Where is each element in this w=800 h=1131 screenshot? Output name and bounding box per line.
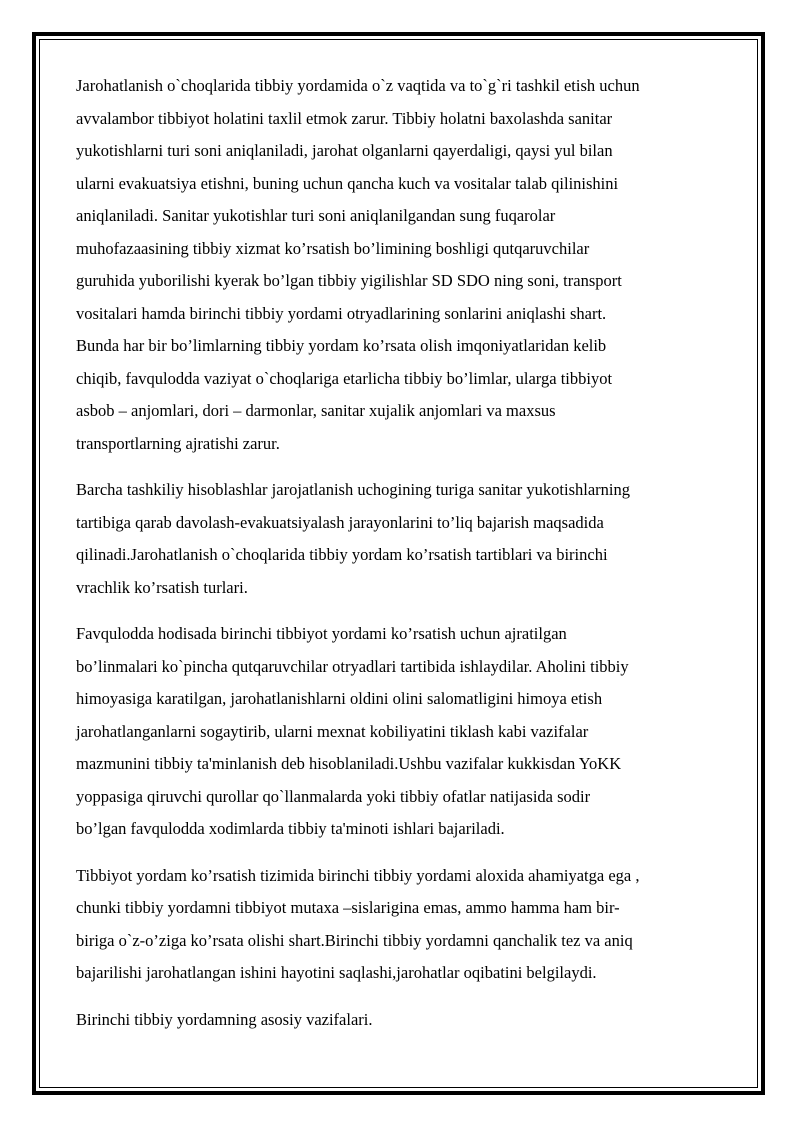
text-line: Bunda har bir bo’limlarning tibbiy yordam ko’rsata olish imqoniyatlaridan kelib [76, 336, 607, 355]
text-line: jarohatlanganlarni sogaytirib, ularni mexnat kobiliyatini tiklash kabi vazifalar [76, 721, 589, 741]
paragraph-2 [76, 474, 726, 604]
text-line: chunki tibbiy yordamni tibbiyot mutaxa –sislarigina emas, ammo hamma ham bir- [76, 898, 620, 917]
text-line: Favqulodda hodisada birinchi tibbiyot yordami ko’rsatish uchun ajratilgan [76, 624, 567, 643]
text-line: bo’linmalari ko`pincha qutqaruvchilar otryadlari tartibida ishlaydilar. Aholini tibbiy [76, 656, 629, 676]
text-line: bajarilishi jarohatlangan ishini hayotini saqlashi,jarohatlar oqibatini belgilaydi. [76, 963, 597, 982]
text-line: guruhida yuborilishi kyerak bo’lgan tibbiy yigilishlar SD SDO ning soni, transport [76, 271, 622, 290]
text-line: Barcha tashkiliy hisoblashlar jarojatlanish uchogining turiga sanitar yukotishlarning [76, 480, 631, 499]
paragraph-1 [76, 70, 726, 460]
paragraph-3 [76, 618, 726, 846]
text-line: yukotishlarni turi soni aniqlaniladi, jarohat olganlarni qayerdaligi, qaysi yul bilan [76, 141, 613, 160]
text-line: Birinchi tibbiy yordamning asosiy vazifalari. [76, 1009, 373, 1029]
text-line: tartibiga qarab davolash-evakuatsiyalash jarayonlarini to’liq bajarish maqsadida [76, 512, 604, 532]
text-line: biriga o`z-o’ziga ko’rsata olishi shart.Birinchi tibbiy yordamni qanchalik tez va aniq [76, 930, 633, 950]
text-line: bo’lgan favqulodda xodimlarda tibbiy ta'minoti ishlari bajariladi. [76, 819, 505, 838]
text-line: transportlarning ajratishi zarur. [76, 433, 280, 453]
text-line: muhofazaasining tibbiy xizmat ko’rsatish bo’limining boshligi qutqaruvchilar [76, 238, 590, 258]
text-line: asbob – anjomlari, dori – darmonlar, sanitar xujalik anjomlari va maxsus [76, 401, 556, 420]
text-line: vositalari hamda birinchi tibbiy yordami otryadlarining sonlarini aniqlashi shart. [76, 303, 607, 323]
text-line: avvalambor tibbiyot holatini taxlil etmok zarur. Tibbiy holatni baxolashda sanitar [76, 108, 613, 128]
text-line: Jarohatlanish o`choqlarida tibbiy yordamida o`z vaqtida va to`g`ri tashkil etish uchun [76, 76, 640, 95]
text-line: chiqib, favqulodda vaziyat o`choqlariga etarlicha tibbiy bo’limlar, ularga tibbiyot [76, 368, 613, 388]
text-line: Tibbiyot yordam ko’rsatish tizimida birinchi tibbiy yordami aloxida ahamiyatga ega , [76, 865, 640, 885]
text-line: aniqlaniladi. Sanitar yukotishlar turi soni aniqlanilgandan sung fuqarolar [76, 206, 556, 225]
text-line: yoppasiga qiruvchi qurollar qo`llanmalarda yoki tibbiy ofatlar natijasida sodir [76, 786, 591, 806]
text-line: himoyasiga karatilgan, jarohatlanishlarni oldini olini salomatligini himoya etish [76, 689, 603, 708]
text-line: qilinadi.Jarohatlanish o`choqlarida tibbiy yordam ko’rsatish tartiblari va birinchi [76, 545, 608, 564]
paragraph-5 [76, 1004, 726, 1037]
text-line: vrachlik ko’rsatish turlari. [76, 577, 248, 597]
text-line: mazmunini tibbiy ta'minlanish deb hisoblaniladi.Ushbu vazifalar kukkisdan YoKK [76, 754, 622, 773]
text-line: ularni evakuatsiya etishni, buning uchun qancha kuch va vositalar talab qilinishini [76, 173, 619, 193]
document-body [76, 70, 726, 1050]
paragraph-4 [76, 860, 726, 990]
